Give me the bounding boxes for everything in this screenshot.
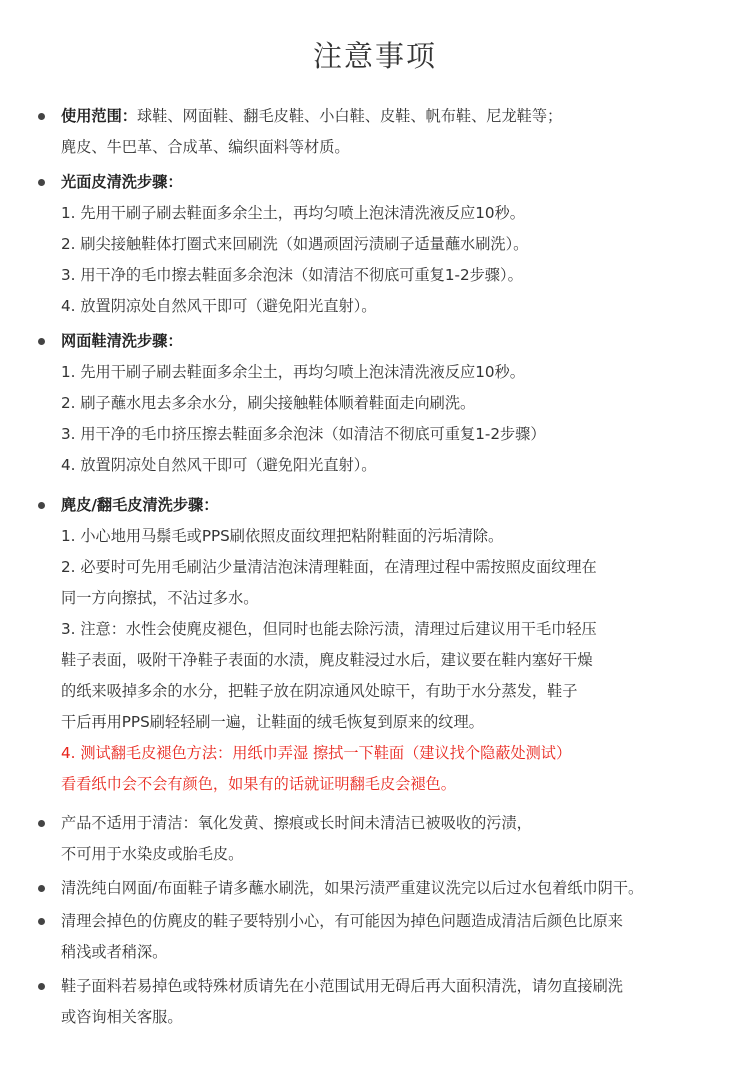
step-line: 的纸来吸掉多余的水分，把鞋子放在阴凉通风处晾干，有助于水分蒸发，鞋子 bbox=[61, 682, 578, 700]
page-title: 注意事项 bbox=[312, 39, 437, 73]
note-item bbox=[38, 906, 744, 968]
scope-section bbox=[38, 101, 744, 163]
note-text-line2: 不可用于水染皮或胎毛皮。 bbox=[61, 845, 244, 863]
scope-text-line2: 麂皮、牛巴革、合成革、编织面料等材质。 bbox=[61, 138, 350, 156]
bullet-dot bbox=[38, 338, 45, 345]
step-line: 3. 用干净的毛巾擦去鞋面多余泡沫（如清洁不彻底可重复1-2步骤）。 bbox=[61, 266, 523, 284]
note-item bbox=[38, 873, 744, 904]
suede-section bbox=[38, 490, 744, 800]
suede-heading: 麂皮/翻毛皮清洗步骤： bbox=[61, 496, 219, 514]
step-line: 4. 放置阴凉处自然风干即可（避免阳光直射）。 bbox=[61, 456, 377, 474]
step-line: 4. 放置阴凉处自然风干即可（避免阳光直射）。 bbox=[61, 297, 377, 315]
step-line: 3. 用干净的毛巾挤压擦去鞋面多余泡沫（如清洁不彻底可重复1-2步骤） bbox=[61, 425, 546, 443]
warning-line: 看看纸巾会不会有颜色，如果有的话就证明翻毛皮会褪色。 bbox=[61, 775, 456, 793]
bullet-dot bbox=[38, 983, 45, 990]
note-text-line2: 或咨询相关客服。 bbox=[61, 1008, 183, 1026]
step-line: 1. 小心地用马鬃毛或PPS刷依照皮面纹理把粘附鞋面的污垢清除。 bbox=[61, 527, 504, 545]
scope-label: 使用范围： bbox=[61, 107, 137, 125]
step-line: 鞋子表面，吸附干净鞋子表面的水渍，麂皮鞋浸过水后，建议要在鞋内塞好干燥 bbox=[61, 651, 593, 669]
step-line: 2. 刷尖接触鞋体打圈式来回刷洗（如遇顽固污渍刷子适量蘸水刷洗）。 bbox=[61, 235, 529, 253]
note-text: 清理会掉色的仿麂皮的鞋子要特别小心，有可能因为掉色问题造成清洁后颜色比原来 bbox=[61, 912, 623, 930]
smooth-leather-section bbox=[38, 167, 744, 322]
warning-line: 4. 测试翻毛皮褪色方法：用纸巾弄湿 擦拭一下鞋面（建议找个隐蔽处测试） bbox=[61, 744, 572, 762]
note-text: 清洗纯白网面/布面鞋子请多蘸水刷洗，如果污渍严重建议洗完以后过水包着纸巾阴干。 bbox=[61, 879, 644, 897]
bullet-dot bbox=[38, 502, 45, 509]
note-text: 产品不适用于清洁：氧化发黄、擦痕或长时间未清洁已被吸收的污渍， bbox=[61, 814, 532, 832]
step-line: 干后再用PPS刷轻轻刷一遍，让鞋面的绒毛恢复到原来的纹理。 bbox=[61, 713, 484, 731]
step-line: 1. 先用干刷子刷去鞋面多余尘土，再均匀喷上泡沫清洗液反应10秒。 bbox=[61, 363, 525, 381]
note-text-line2: 稍浅或者稍深。 bbox=[61, 943, 168, 961]
mesh-section bbox=[38, 326, 744, 481]
note-text: 鞋子面料若易掉色或特殊材质请先在小范围试用无碍后再大面积清洗，请勿直接刷洗 bbox=[61, 977, 623, 995]
note-item bbox=[38, 971, 744, 1033]
bullet-dot bbox=[38, 179, 45, 186]
smooth-leather-heading: 光面皮清洗步骤： bbox=[61, 173, 183, 191]
bullet-dot bbox=[38, 918, 45, 925]
note-item bbox=[38, 808, 744, 870]
bullet-dot bbox=[38, 820, 45, 827]
scope-text: 球鞋、网面鞋、翻毛皮鞋、小白鞋、皮鞋、帆布鞋、尼龙鞋等； bbox=[136, 107, 563, 125]
step-line: 2. 必要时可先用毛刷沾少量清洁泡沫清理鞋面，在清理过程中需按照皮面纹理在 bbox=[61, 558, 597, 576]
bullet-dot bbox=[38, 885, 45, 892]
step-line: 1. 先用干刷子刷去鞋面多余尘土，再均匀喷上泡沫清洗液反应10秒。 bbox=[61, 204, 525, 222]
step-line: 2. 刷子蘸水甩去多余水分，刷尖接触鞋体顺着鞋面走向刷洗。 bbox=[61, 394, 476, 412]
step-line: 3. 注意：水性会使麂皮褪色，但同时也能去除污渍，清理过后建议用干毛巾轻压 bbox=[61, 620, 597, 638]
bullet-dot bbox=[38, 113, 45, 120]
mesh-heading: 网面鞋清洗步骤： bbox=[61, 332, 183, 350]
step-line: 同一方向擦拭，不沾过多水。 bbox=[61, 589, 259, 607]
